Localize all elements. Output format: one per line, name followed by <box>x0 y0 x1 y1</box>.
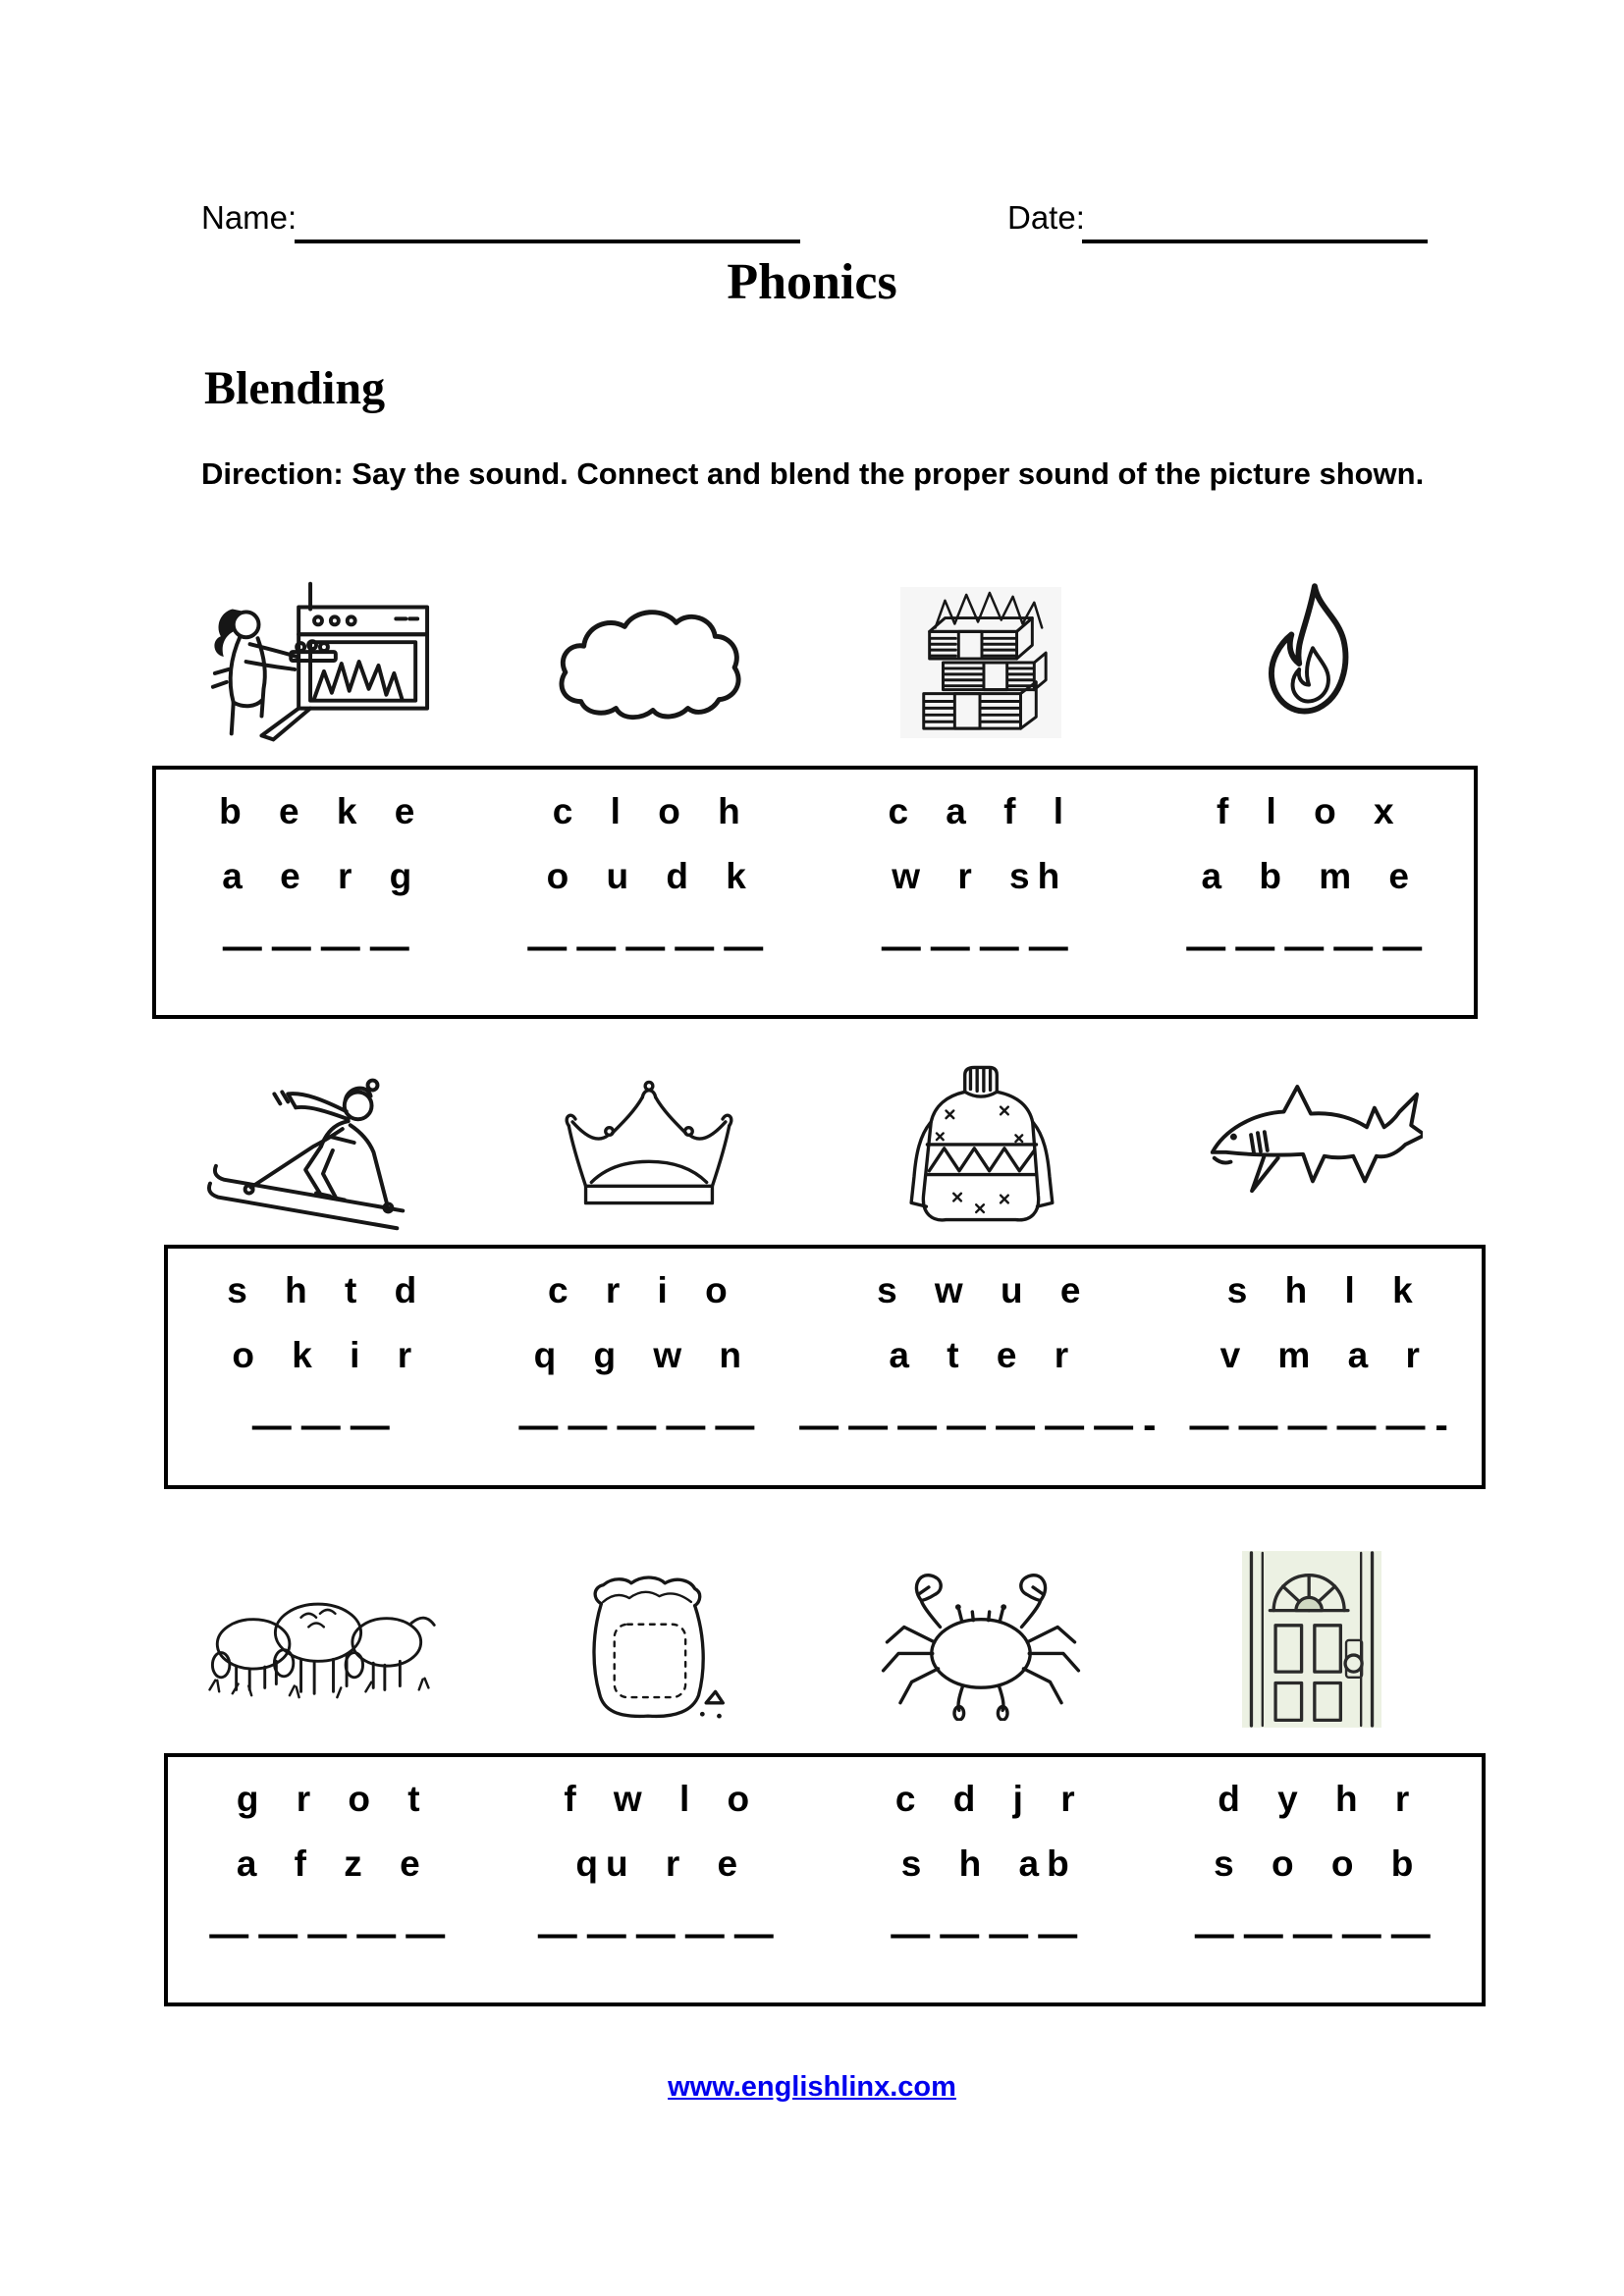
letter-options: c d j r <box>894 1779 1083 1819</box>
fire-image <box>1249 580 1375 745</box>
letter-options: a e r g <box>222 856 420 896</box>
page-title: Phonics <box>727 254 897 310</box>
letter-options: b e k e <box>219 791 423 831</box>
skier-image <box>206 1050 430 1237</box>
cell-cloh <box>486 770 816 1015</box>
picture-row-2 <box>152 1042 1478 1244</box>
letter-options: s h t d <box>227 1270 425 1310</box>
cloud-image <box>552 599 746 726</box>
answer-box-3 <box>164 1753 1486 2006</box>
sweater-image <box>892 1051 1070 1236</box>
letter-options: c r i o <box>547 1270 735 1310</box>
shark-image <box>1201 1071 1423 1216</box>
crown-image <box>550 1071 748 1216</box>
cell-dyhr <box>1154 1757 1483 2002</box>
letter-options: q g w n <box>533 1335 750 1375</box>
door-image <box>1242 1548 1381 1731</box>
cell-fwlo <box>497 1757 826 2002</box>
picture-row-1 <box>152 574 1478 751</box>
sheep-flock-image <box>194 1567 442 1712</box>
picture-row-3 <box>152 1543 1478 1735</box>
sack-image <box>569 1552 729 1727</box>
direction-text: Direction: Say the sound. Connect and blend the proper sound of the picture shown. <box>201 456 1425 491</box>
answer-blank[interactable]: ———— <box>222 925 419 968</box>
letter-options: c l o h <box>552 791 748 831</box>
letter-options: a t e r <box>889 1335 1077 1375</box>
date-label: Date: <box>1007 199 1085 236</box>
letter-options: a f z e <box>236 1843 428 1884</box>
answer-blank[interactable]: ————— <box>209 1912 456 1955</box>
cell-swue <box>799 1249 1165 1485</box>
cell-shlk <box>1165 1249 1482 1485</box>
letter-options: f w l o <box>564 1779 758 1819</box>
letter-options: g r o t <box>236 1779 428 1819</box>
baking-oven-image <box>201 579 435 746</box>
cell-grot <box>168 1757 497 2002</box>
letter-options: s w u e <box>877 1270 1089 1310</box>
letter-options: c a f l <box>888 791 1072 831</box>
answer-blank[interactable]: ————— <box>527 925 774 968</box>
money-stack-image <box>898 585 1063 740</box>
letter-options: s h l k <box>1226 1270 1421 1310</box>
answer-blank[interactable]: ———— <box>891 1912 1088 1955</box>
answer-blank[interactable]: ———————- <box>799 1404 1166 1447</box>
answer-blank[interactable]: ————— <box>1194 1912 1440 1955</box>
date-blank-line[interactable] <box>1082 240 1428 243</box>
letter-options: f l o x <box>1216 791 1402 831</box>
answer-box-1 <box>152 766 1478 1019</box>
cell-cafl <box>815 770 1145 1015</box>
letter-options: v m a r <box>1219 1335 1428 1375</box>
cell-flox <box>1145 770 1475 1015</box>
answer-blank[interactable]: ———— <box>881 925 1078 968</box>
letter-options: o k i r <box>232 1335 420 1375</box>
section-heading: Blending <box>204 362 386 414</box>
cell-beke <box>156 770 486 1015</box>
footer <box>0 2071 1624 2104</box>
letter-options: o u d k <box>546 856 754 896</box>
footer-link[interactable]: www.englishlinx.com <box>668 2071 956 2103</box>
answer-blank[interactable]: —————- <box>1189 1404 1458 1447</box>
letter-options: d y h r <box>1218 1779 1418 1819</box>
letter-options: s o o b <box>1214 1843 1422 1884</box>
letter-options: qu r e <box>575 1843 746 1884</box>
answer-blank[interactable]: ——— <box>251 1404 400 1447</box>
letter-options: w r sh <box>892 856 1068 896</box>
answer-blank[interactable]: ————— <box>1186 925 1433 968</box>
crab-image <box>872 1558 1090 1721</box>
answer-blank[interactable]: ————— <box>537 1912 784 1955</box>
answer-blank[interactable]: ————— <box>518 1404 765 1447</box>
answer-box-2 <box>164 1245 1486 1489</box>
cell-cdjr <box>825 1757 1154 2002</box>
letter-options: s h ab <box>900 1843 1077 1884</box>
name-label: Name: <box>201 199 298 236</box>
cell-shtd <box>168 1249 484 1485</box>
name-blank-line[interactable] <box>295 240 800 243</box>
cell-crio <box>484 1249 800 1485</box>
letter-options: a b m e <box>1201 856 1417 896</box>
